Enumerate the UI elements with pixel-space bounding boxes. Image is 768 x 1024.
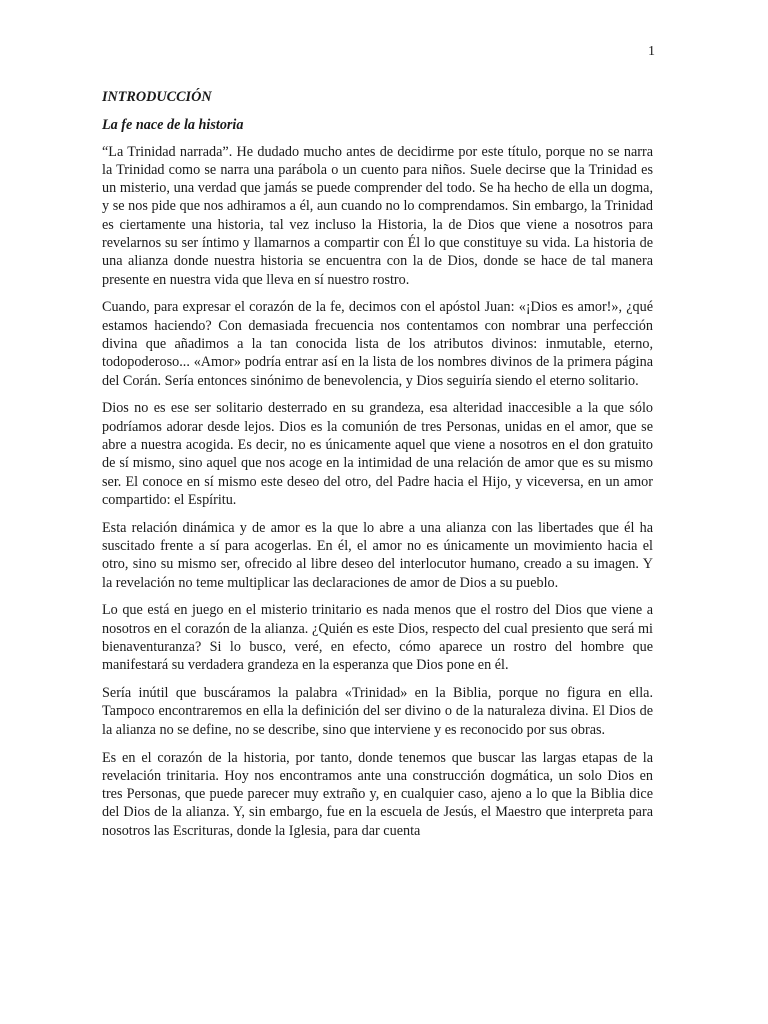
paragraph: Cuando, para expresar el corazón de la fe, decimos con el apóstol Juan: «¡Dios es amor!», ¿qué estamos haciendo? Con demasiada frecuencia nos contentamos con nombrar una perfección divina que añadimos a la tan conocida lista de los atributos divinos: inmutable, eterno, todopoderoso... «Amor» podría entrar así en la lista de los nombres divinos de la primera página del Corán. Sería entonces sinónimo de benevolencia, y Dios seguiría siendo el eterno solitario. (102, 299, 653, 389)
section-subtitle: La fe nace de la historia (102, 117, 244, 134)
paragraph: Lo que está en juego en el misterio trinitario es nada menos que el rostro del Dios que viene a nosotros en el corazón de la alianza. ¿Quién es este Dios, respecto del cual presiento que será mi bienaventuranza? Si lo busco, veré, en efecto, cómo aparece un rostro del hombre que manifestará su verdadera grandeza en la esperanza que Dios pone en él. (102, 602, 653, 674)
paragraph: Sería inútil que buscáramos la palabra «Trinidad» en la Biblia, porque no figura en ella. Tampoco encontraremos en ella la definición del ser divino o de la naturaleza divina. El Dios de la alianza no se define, no se describe, sino que interviene y es reconocido por sus obras. (102, 685, 653, 738)
paragraph: “La Trinidad narrada”. He dudado mucho antes de decidirme por este título, porque no se narra la Trinidad como se narra una parábola o un cuento para niños. Suele decirse que la Trinidad es un misterio, una verdad que jamás se puede comprender del todo. Se ha hecho de ella un dogma, y se nos pide que nos adhiramos a él, aun cuando no lo comprendamos. Sin embargo, la Trinidad es ciertamente una historia, tal vez incluso la Historia, la de Dios que viene a nosotros para revelarnos su ser íntimo y llamarnos a compartir con Él lo que constituye su vida. La historia de una alianza donde nuestra historia se encuentra con la de Dios, donde se hace de tal manera presente en nuestra vida que lleva en sí nuestro rostro. (102, 143, 653, 288)
page-number: 1 (648, 44, 655, 59)
paragraph: Es en el corazón de la historia, por tanto, donde tenemos que buscar las largas etapas de la revelación trinitaria. Hoy nos encontramos ante una construcción dogmática, un solo Dios en tres Personas, que puede parecer muy extraño y, en cualquier caso, ajeno a lo que la Biblia dice del Dios de la alianza. Y, sin embargo, fue en la escuela de Jesús, el Maestro que interpreta para nosotros las Escrituras, donde la Iglesia, para dar cuenta (102, 749, 653, 839)
paragraph: Esta relación dinámica y de amor es la que lo abre a una alianza con las libertades que él ha suscitado frente a sí para acogerlas. En él, el amor no es únicamente un movimiento hacia el otro, sino su mismo ser, ofrecido al libre deseo del interlocutor humano, creado a su imagen. Y la revelación no teme multiplicar las declaraciones de amor de Dios a su pueblo. (102, 519, 653, 591)
chapter-title: INTRODUCCIÓN (102, 89, 212, 105)
paragraph: Dios no es ese ser solitario desterrado en su grandeza, esa alteridad inaccesible a la que sólo podríamos adorar desde lejos. Dios es la comunión de tres Personas, unidas en el amor, que se abre a nuestra acogida. Es decir, no es únicamente aquel que viene a nosotros en el don gratuito de sí mismo, sino aquel que nos acoge en la intimidad de una relación de amor que es su mismo ser. El conoce en sí mismo este deseo del otro, del Padre hacia el Hijo, y viceversa, en un amor compartido: el Espíritu. (102, 400, 653, 508)
document-body (102, 88, 653, 849)
